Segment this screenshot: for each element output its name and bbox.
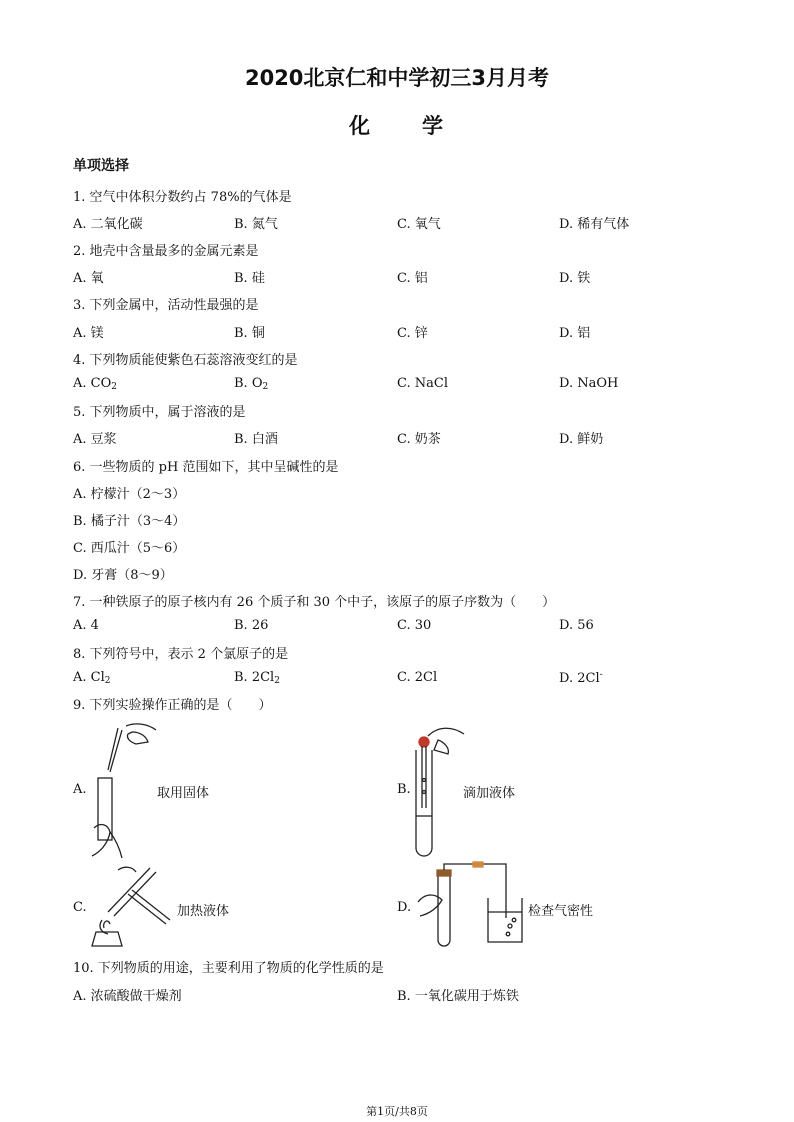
- q1-option-c: C. 氧气: [397, 217, 441, 232]
- q9-option-d-label: D.: [397, 900, 412, 915]
- page-number: 第1页/共8页: [366, 1105, 428, 1118]
- q9-option-c-label: C.: [73, 900, 87, 915]
- q6-option-b: B. 橘子汁（3～4）: [73, 514, 186, 529]
- subscript: 2: [274, 676, 280, 686]
- question-1-stem: 1. 空气中体积分数约占 78%的气体是: [73, 190, 292, 205]
- q2-option-c: C. 铝: [397, 271, 428, 286]
- q10-option-a: A. 浓硫酸做干燥剂: [73, 989, 182, 1004]
- q3-option-c: C. 锌: [397, 326, 428, 341]
- q7-option-c: C. 30: [397, 618, 432, 633]
- q4-option-d: D. NaOH: [559, 376, 619, 391]
- q8-option-b: B. $2Cl_2$: [234, 670, 280, 686]
- subscript: 2: [111, 382, 117, 392]
- q4-option-a: A. $CO_2$: [73, 376, 117, 392]
- question-4-stem: 4. 下列物质能使紫色石蕊溶液变红的是: [73, 353, 298, 368]
- q1-option-b: B. 氮气: [234, 217, 278, 232]
- q3-option-a: A. 镁: [73, 326, 104, 341]
- q2-option-b: B. 硅: [234, 271, 265, 286]
- q2-option-d: D. 铁: [559, 271, 591, 286]
- q6-option-c: C. 西瓜汁（5～6）: [73, 541, 186, 556]
- q5-option-a: A. 豆浆: [73, 432, 117, 447]
- question-8-stem: 8. 下列符号中，表示 2 个氯原子的是: [73, 647, 289, 662]
- subject-char-1: 化: [349, 114, 372, 138]
- subject-title: [0, 110, 794, 140]
- q7-option-b: B. 26: [234, 618, 269, 633]
- illustration-dropping-liquid: [408, 720, 478, 860]
- q7-option-d: D. 56: [559, 618, 594, 633]
- q10-option-b: B. 一氧化碳用于炼铁: [397, 989, 519, 1004]
- question-10-stem: 10. 下列物质的用途，主要利用了物质的化学性质的是: [73, 961, 384, 976]
- section-title: 单项选择: [73, 158, 129, 174]
- q3-option-b: B. 铜: [234, 326, 265, 341]
- q9-option-a-label: A.: [73, 782, 87, 797]
- q4-option-b: B. $O_2$: [234, 376, 269, 392]
- q5-option-b: B. 白酒: [234, 432, 278, 447]
- question-6-stem: 6. 一些物质的 pH 范围如下，其中呈碱性的是: [73, 460, 339, 475]
- subscript: 2: [262, 382, 269, 392]
- q8-option-a: A. $Cl_2$: [73, 670, 111, 686]
- illustration-taking-solid: [88, 720, 160, 860]
- q8-option-c: C. 2Cl: [397, 670, 438, 685]
- illustration-heating-liquid: [88, 862, 178, 948]
- q8-option-d: D. 2Cl-: [559, 670, 603, 686]
- q9-option-a-caption: 取用固体: [157, 786, 210, 801]
- q9-option-d-caption: 检查气密性: [528, 904, 594, 919]
- q4-option-c: C. NaCl: [397, 376, 448, 391]
- q9-option-c-caption: 加热液体: [177, 904, 230, 919]
- q3-option-d: D. 铝: [559, 326, 591, 341]
- q9-option-b-label: B.: [397, 782, 411, 797]
- q1-option-d: D. 稀有气体: [559, 217, 630, 232]
- illustration-airtightness: [418, 862, 528, 948]
- exam-title: 2020北京仁和中学初三3月月考: [244, 66, 550, 90]
- q1-option-a: A. 二氧化碳: [73, 217, 143, 232]
- q7-option-a: A. 4: [73, 618, 99, 633]
- subject-char-2: 学: [422, 114, 445, 138]
- question-3-stem: 3. 下列金属中，活动性最强的是: [73, 298, 259, 313]
- q9-option-b-caption: 滴加液体: [463, 786, 516, 801]
- question-2-stem: 2. 地壳中含量最多的金属元素是: [73, 244, 259, 259]
- superscript: -: [599, 670, 603, 680]
- q5-option-d: D. 鲜奶: [559, 432, 604, 447]
- question-7-stem: 7. 一种铁原子的原子核内有 26 个质子和 30 个中子，该原子的原子序数为（ ）: [73, 595, 556, 610]
- q5-option-c: C. 奶茶: [397, 432, 441, 447]
- question-9-stem: 9. 下列实验操作正确的是（ ）: [73, 698, 272, 713]
- q2-option-a: A. 氧: [73, 271, 104, 286]
- q6-option-d: D. 牙膏（8～9）: [73, 568, 173, 583]
- question-5-stem: 5. 下列物质中，属于溶液的是: [73, 405, 246, 420]
- subscript: 2: [104, 676, 111, 686]
- q6-option-a: A. 柠檬汁（2～3）: [73, 487, 186, 502]
